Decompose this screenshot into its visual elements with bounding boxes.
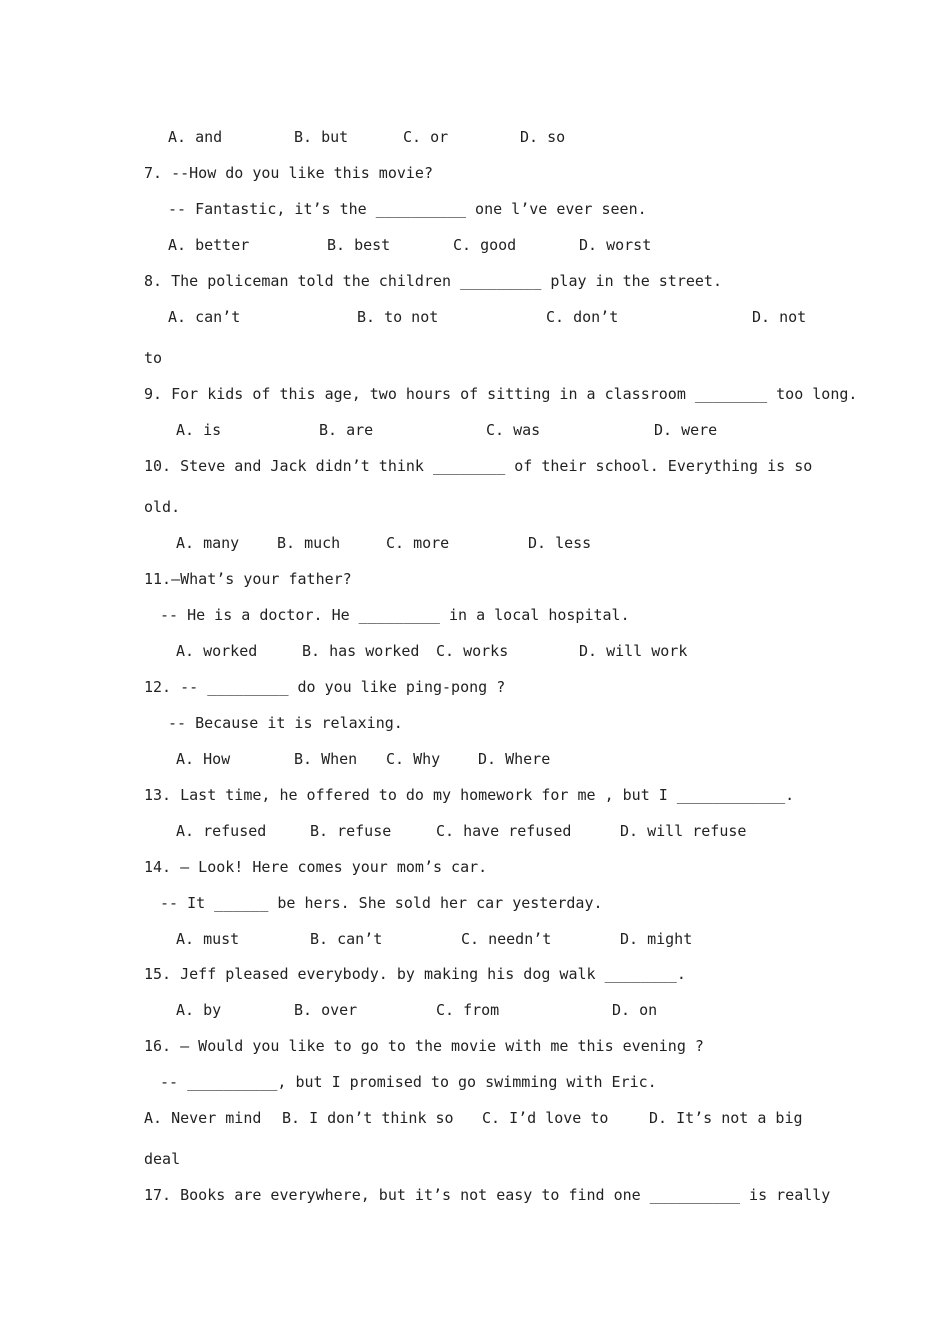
q12-answer: -- Because it is relaxing. — [168, 714, 403, 732]
q16-options-d: D. It’s not a big — [649, 1109, 803, 1127]
q6-options-c: C. or — [403, 128, 449, 146]
q16-options-c: C. I’d love to — [482, 1109, 609, 1127]
q12-options-a: A. How — [176, 750, 231, 768]
q16-options-a: A. Never mind — [144, 1109, 262, 1127]
q6-options-a: A. and — [168, 128, 223, 146]
q7-options-b: B. best — [327, 236, 391, 254]
q13-options-a: A. refused — [176, 822, 267, 840]
q11-answer: -- He is a doctor. He _________ in a local hospital. — [160, 606, 630, 624]
q8-question: 8. The policeman told the children _________ play in the street. — [144, 272, 722, 290]
q14-options-d: D. might — [620, 930, 693, 948]
q11-options-c: C. works — [436, 642, 509, 660]
q10-question: 10. Steve and Jack didn’t think ________ of their school. Everything is so — [144, 457, 813, 475]
q16-options-b: B. I don’t think so — [282, 1109, 454, 1127]
q16-options-wrap: deal — [144, 1150, 181, 1168]
q14-answer: -- It ______ be hers. She sold her car yesterday. — [160, 894, 603, 912]
q8-options-c: C. don’t — [546, 308, 619, 326]
q9-options-b: B. are — [319, 421, 374, 439]
q9-options-a: A. is — [176, 421, 222, 439]
q12-options-d: D. Where — [478, 750, 551, 768]
q7-options-a: A. better — [168, 236, 250, 254]
q14-options-b: B. can’t — [310, 930, 383, 948]
q9-options-d: D. were — [654, 421, 718, 439]
q8-options-a: A. can’t — [168, 308, 241, 326]
q7-question: 7. --How do you like this movie? — [144, 164, 433, 182]
q16-question: 16. – Would you like to go to the movie with me this evening ? — [144, 1037, 704, 1055]
q12-options-c: C. Why — [386, 750, 441, 768]
q14-question: 14. – Look! Here comes your mom’s car. — [144, 858, 488, 876]
q11-question: 11.—What’s your father? — [144, 570, 352, 588]
q13-options-d: D. will refuse — [620, 822, 747, 840]
q9-options-c: C. was — [486, 421, 541, 439]
q7-options-d: D. worst — [579, 236, 652, 254]
q8-options-wrap: to — [144, 349, 163, 367]
q9-question: 9. For kids of this age, two hours of sitting in a classroom ________ too long. — [144, 385, 858, 403]
q14-options-c: C. needn’t — [461, 930, 552, 948]
q15-options-b: B. over — [294, 1001, 358, 1019]
q17-question: 17. Books are everywhere, but it’s not easy to find one __________ is really — [144, 1186, 831, 1204]
q8-options-d: D. not — [752, 308, 807, 326]
q7-options-c: C. good — [453, 236, 517, 254]
q12-question: 12. -- _________ do you like ping-pong ? — [144, 678, 506, 696]
q13-question: 13. Last time, he offered to do my homework for me , but I ____________. — [144, 786, 795, 804]
q14-options-a: A. must — [176, 930, 240, 948]
q15-options-a: A. by — [176, 1001, 222, 1019]
q10-options-b: B. much — [277, 534, 341, 552]
q13-options-b: B. refuse — [310, 822, 392, 840]
q11-options-b: B. has worked — [302, 642, 420, 660]
q12-options-b: B. When — [294, 750, 358, 768]
q16-answer: -- __________, but I promised to go swimming with Eric. — [160, 1073, 657, 1091]
q15-options-d: D. on — [612, 1001, 658, 1019]
q7-answer: -- Fantastic, it’s the __________ one l’ve ever seen. — [168, 200, 647, 218]
q10-options-c: C. more — [386, 534, 450, 552]
q15-question: 15. Jeff pleased everybody. by making his dog walk ________. — [144, 965, 686, 983]
q10-options-d: D. less — [528, 534, 592, 552]
q11-options-d: D. will work — [579, 642, 688, 660]
q10-question-wrap: old. — [144, 498, 181, 516]
q6-options-b: B. but — [294, 128, 349, 146]
q13-options-c: C. have refused — [436, 822, 572, 840]
q15-options-c: C. from — [436, 1001, 500, 1019]
q6-options-d: D. so — [520, 128, 566, 146]
q8-options-b: B. to not — [357, 308, 439, 326]
q10-options-a: A. many — [176, 534, 240, 552]
q11-options-a: A. worked — [176, 642, 258, 660]
